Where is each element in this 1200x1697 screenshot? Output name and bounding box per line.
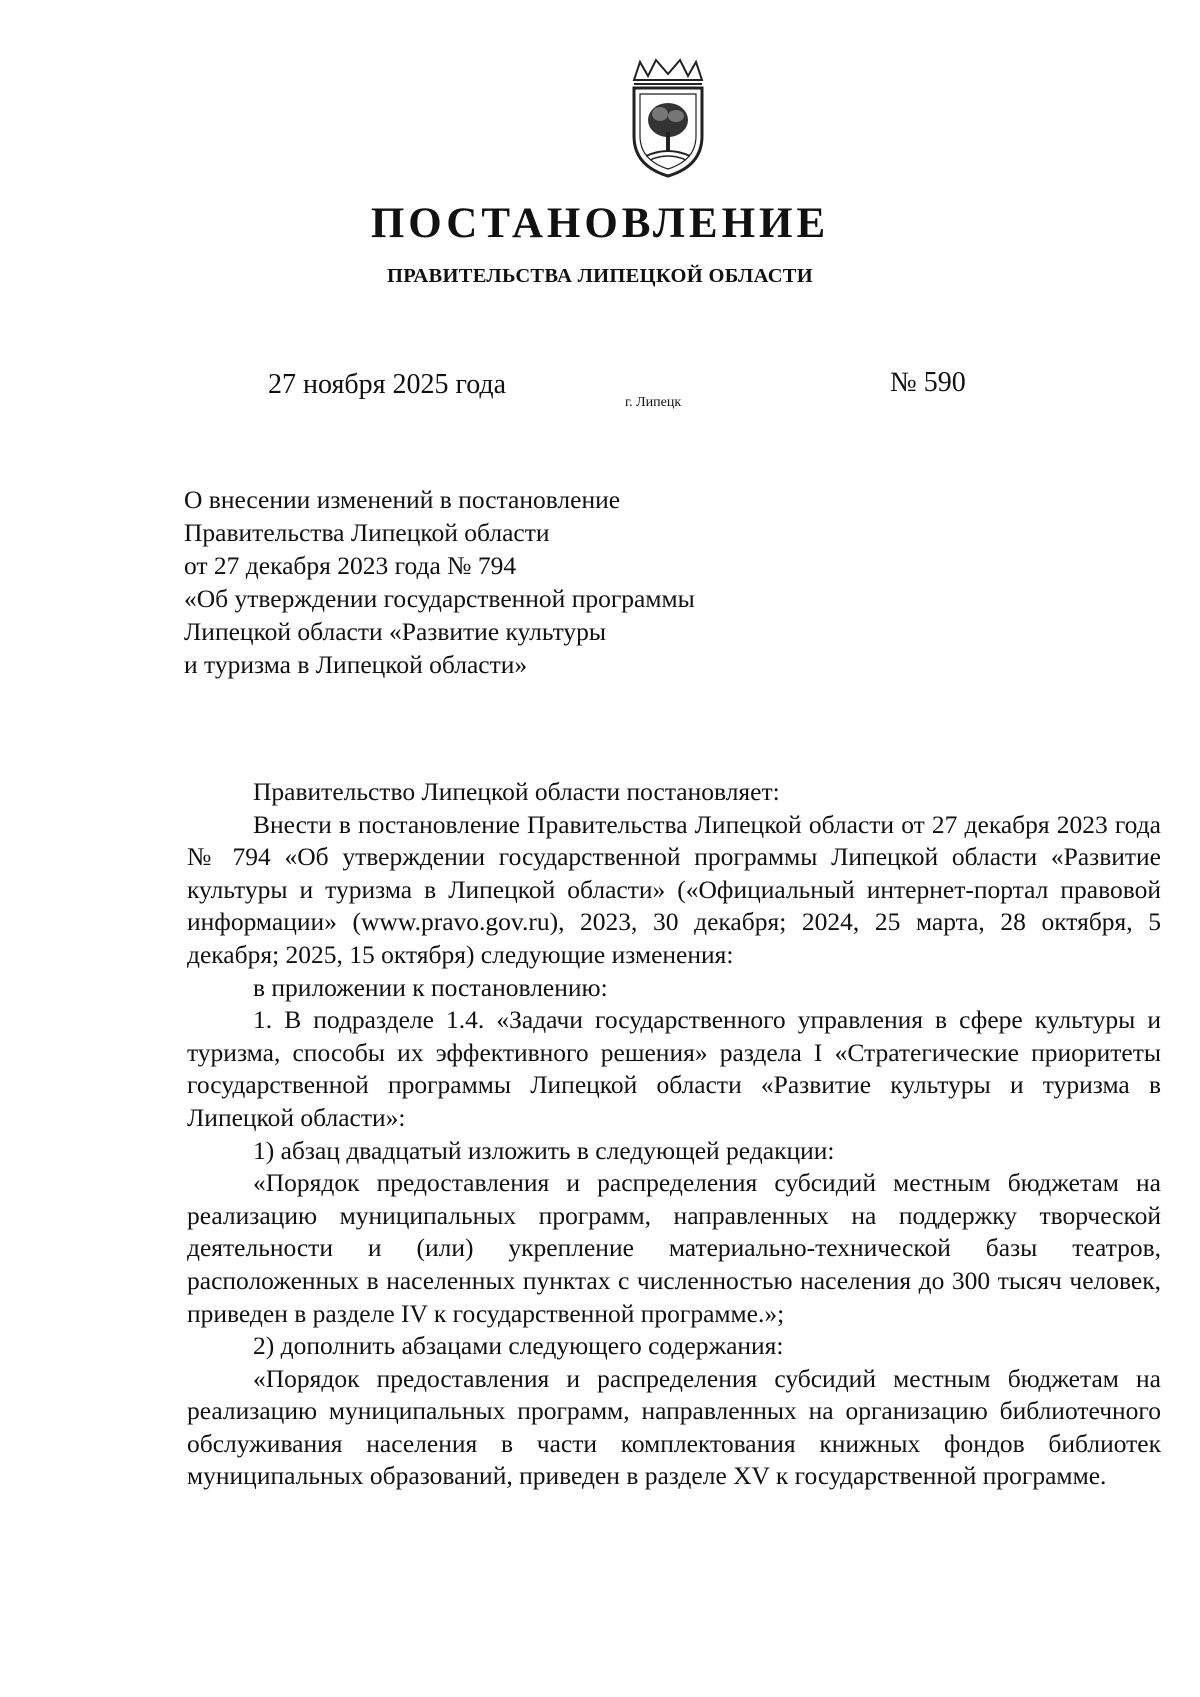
subject-line: от 27 декабря 2023 года № 794 <box>184 551 517 580</box>
document-date: 27 ноября 2025 года <box>268 369 507 400</box>
document-city: г. Липецк <box>625 395 682 410</box>
page-title: ПОСТАНОВЛЕНИЕ <box>370 200 830 247</box>
body-paragraph: 1) абзац двадцатый изложить в следующей редакции: <box>253 1135 835 1165</box>
body-paragraph: в приложении к постановлению: <box>253 972 608 1002</box>
body-paragraph: 2) дополнить абзацами следующего содержания: <box>253 1331 784 1361</box>
document-number: № 590 <box>890 367 966 398</box>
document-subject <box>184 483 804 681</box>
subject-line: О внесении изменений в постановление <box>184 485 621 514</box>
subject-line: и туризма в Липецкой области» <box>184 650 528 679</box>
body-paragraph: «Порядок предоставления и распределения субсидий местным бюджетам на реализацию муниципальных программ, направленных на организацию библиотечного обслуживания населения в части комплектования книжных фондов библиотек муниципальных образований, приведен в разделе XV к государственной программе. <box>187 1363 1161 1491</box>
document-body <box>187 776 1161 1493</box>
body-paragraph: Правительство Липецкой области постановляет: <box>253 777 780 806</box>
body-paragraph: «Порядок предоставления и распределения субсидий местным бюджетам на реализацию муниципальных программ, направленных на поддержку творческой деятельности и (или) укрепление материально-технической базы театров, расположенных в населенных пунктах с численностью населения до 300 тысяч человек, приведен в разделе IV к государственной программе.»; <box>187 1168 1161 1328</box>
page-subtitle: ПРАВИТЕЛЬСТВА ЛИПЕЦКОЙ ОБЛАСТИ <box>386 265 814 287</box>
subject-line: Правительства Липецкой области <box>184 518 550 547</box>
subject-line: Липецкой области «Развитие культуры <box>184 617 607 646</box>
body-paragraph: 1. В подразделе 1.4. «Задачи государственного управления в сфере культуры и туризма, способы их эффективного решения» раздела I «Стратегические приоритеты государственной программы Липецкой области «Развитие культуры и туризма в Липецкой области»: <box>187 1005 1161 1132</box>
coat-of-arms-icon <box>620 58 716 180</box>
subject-line: «Об утверждении государственной программы <box>184 584 695 613</box>
body-paragraph: Внести в постановление Правительства Липецкой области от 27 декабря 2023 года № 794 «Об утверждении государственной программы Липецкой области «Развитие культуры и туризма в Липецкой области» («Официальный интернет-портал правовой информации» (www.pravo.gov.ru), 2023, 30 декабря; 2024, 25 марта, 28 октября, 5 декабря; 2025, 15 октября) следующие изменения: <box>187 809 1161 969</box>
